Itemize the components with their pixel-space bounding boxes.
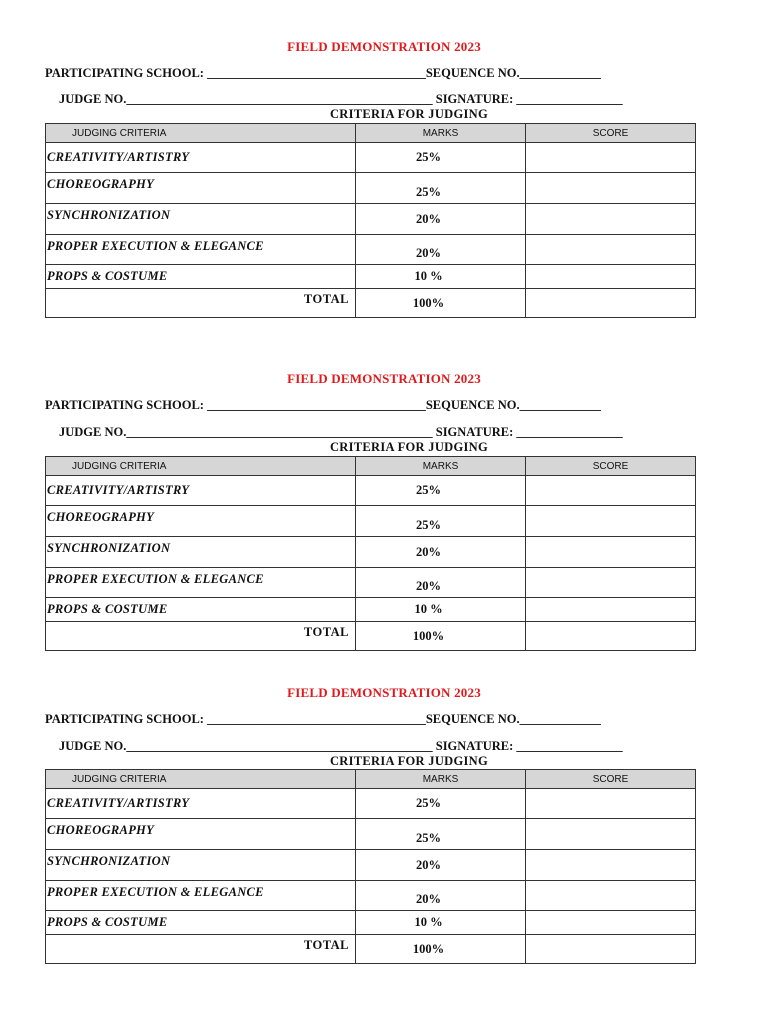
marks-cell: 20% [356, 568, 526, 598]
score-cell[interactable] [526, 235, 696, 265]
judging-table [45, 769, 696, 964]
criteria-heading: CRITERIA FOR JUDGING [329, 440, 489, 454]
score-cell[interactable] [526, 143, 696, 173]
criterion-cell: PROPS & COSTUME [46, 911, 356, 935]
total-label: TOTAL [46, 289, 356, 318]
form-title: FIELD DEMONSTRATION 2023 [287, 39, 481, 54]
header-score: SCORE [526, 124, 696, 143]
total-row [46, 622, 696, 651]
marks-cell: 25% [356, 789, 526, 819]
school-sequence-line[interactable]: PARTICIPATING SCHOOL: ___________________________________SEQUENCE NO._____________ [45, 712, 601, 726]
total-marks: 100% [356, 289, 526, 318]
header-score: SCORE [526, 457, 696, 476]
marks-cell: 25% [356, 819, 526, 850]
score-cell[interactable] [526, 881, 696, 911]
header-marks: MARKS [356, 124, 526, 143]
table-header-row [46, 457, 696, 476]
table-row [46, 143, 696, 173]
criterion-cell: CHOREOGRAPHY [46, 819, 356, 850]
marks-cell: 10 % [356, 911, 526, 935]
header-marks: MARKS [356, 770, 526, 789]
school-sequence-line[interactable]: PARTICIPATING SCHOOL: ___________________________________SEQUENCE NO._____________ [45, 66, 601, 80]
score-cell[interactable] [526, 173, 696, 204]
header-criteria: JUDGING CRITERIA [46, 770, 356, 789]
judging-table [45, 456, 696, 651]
table-row [46, 850, 696, 881]
score-cell[interactable] [526, 537, 696, 568]
score-cell[interactable] [526, 476, 696, 506]
marks-cell: 10 % [356, 265, 526, 289]
marks-cell: 20% [356, 881, 526, 911]
judge-signature-line[interactable]: JUDGE NO._________________________________________________ SIGNATURE: _________________ [59, 92, 623, 106]
table-row [46, 265, 696, 289]
criterion-cell: SYNCHRONIZATION [46, 537, 356, 568]
total-marks: 100% [356, 622, 526, 651]
total-row [46, 935, 696, 964]
criteria-heading: CRITERIA FOR JUDGING [329, 754, 489, 768]
total-label: TOTAL [46, 935, 356, 964]
marks-cell: 25% [356, 173, 526, 204]
header-score: SCORE [526, 770, 696, 789]
criterion-cell: PROPER EXECUTION & ELEGANCE [46, 881, 356, 911]
total-label: TOTAL [46, 622, 356, 651]
score-cell[interactable] [526, 598, 696, 622]
criterion-cell: CREATIVITY/ARTISTRY [46, 143, 356, 173]
criteria-heading: CRITERIA FOR JUDGING [329, 107, 489, 121]
score-cell[interactable] [526, 819, 696, 850]
marks-cell: 20% [356, 537, 526, 568]
school-sequence-line[interactable]: PARTICIPATING SCHOOL: ___________________________________SEQUENCE NO._____________ [45, 398, 601, 412]
score-cell[interactable] [526, 789, 696, 819]
judge-signature-line[interactable]: JUDGE NO._________________________________________________ SIGNATURE: _________________ [59, 425, 623, 439]
judging-table [45, 123, 696, 318]
total-row [46, 289, 696, 318]
table-row [46, 173, 696, 204]
marks-cell: 10 % [356, 598, 526, 622]
criterion-cell: CREATIVITY/ARTISTRY [46, 789, 356, 819]
score-cell[interactable] [526, 506, 696, 537]
total-score-cell[interactable] [526, 289, 696, 318]
score-cell[interactable] [526, 568, 696, 598]
marks-cell: 25% [356, 506, 526, 537]
table-row [46, 537, 696, 568]
form-title: FIELD DEMONSTRATION 2023 [287, 371, 481, 386]
judge-signature-line[interactable]: JUDGE NO._________________________________________________ SIGNATURE: _________________ [59, 739, 623, 753]
criterion-cell: CHOREOGRAPHY [46, 506, 356, 537]
score-cell[interactable] [526, 204, 696, 235]
marks-cell: 20% [356, 850, 526, 881]
marks-cell: 25% [356, 143, 526, 173]
score-cell[interactable] [526, 911, 696, 935]
criterion-cell: PROPS & COSTUME [46, 598, 356, 622]
table-row [46, 235, 696, 265]
table-row [46, 506, 696, 537]
header-criteria: JUDGING CRITERIA [46, 124, 356, 143]
table-row [46, 476, 696, 506]
criterion-cell: PROPER EXECUTION & ELEGANCE [46, 568, 356, 598]
table-row [46, 789, 696, 819]
table-row [46, 568, 696, 598]
criterion-cell: CHOREOGRAPHY [46, 173, 356, 204]
criterion-cell: SYNCHRONIZATION [46, 204, 356, 235]
form-title: FIELD DEMONSTRATION 2023 [287, 685, 481, 700]
criterion-cell: PROPER EXECUTION & ELEGANCE [46, 235, 356, 265]
header-criteria: JUDGING CRITERIA [46, 457, 356, 476]
criterion-cell: CREATIVITY/ARTISTRY [46, 476, 356, 506]
criterion-cell: SYNCHRONIZATION [46, 850, 356, 881]
score-cell[interactable] [526, 850, 696, 881]
table-row [46, 881, 696, 911]
total-score-cell[interactable] [526, 622, 696, 651]
marks-cell: 20% [356, 204, 526, 235]
score-cell[interactable] [526, 265, 696, 289]
table-row [46, 911, 696, 935]
total-marks: 100% [356, 935, 526, 964]
table-row [46, 819, 696, 850]
table-header-row [46, 770, 696, 789]
table-row [46, 598, 696, 622]
marks-cell: 20% [356, 235, 526, 265]
header-marks: MARKS [356, 457, 526, 476]
criterion-cell: PROPS & COSTUME [46, 265, 356, 289]
table-row [46, 204, 696, 235]
total-score-cell[interactable] [526, 935, 696, 964]
table-header-row [46, 124, 696, 143]
marks-cell: 25% [356, 476, 526, 506]
